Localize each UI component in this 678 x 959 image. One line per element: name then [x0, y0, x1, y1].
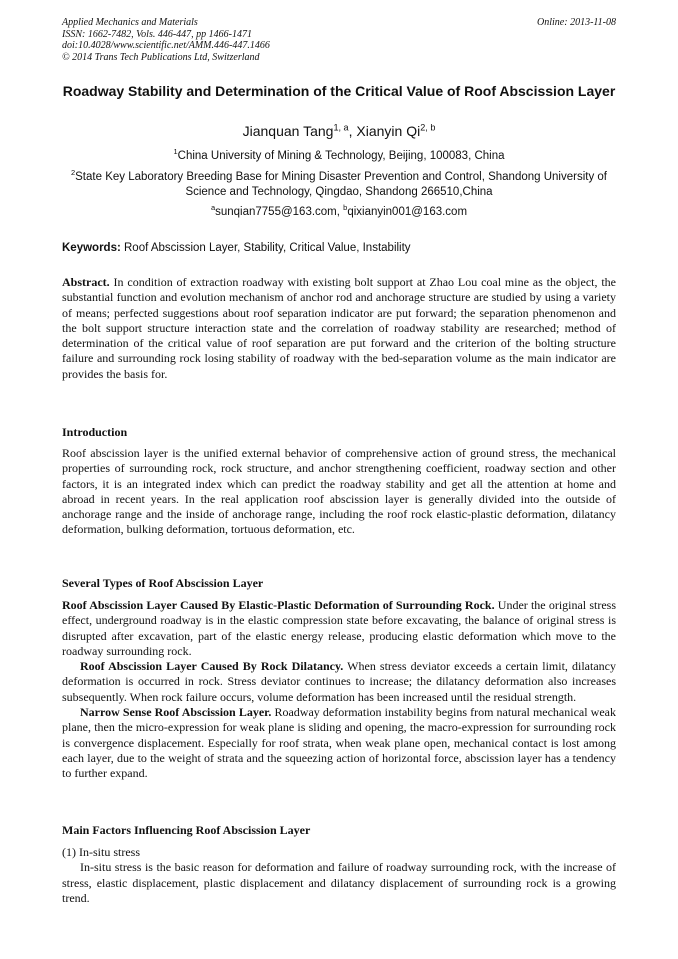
journal-name: Applied Mechanics and Materials [62, 17, 198, 28]
abstract-label: Abstract. [62, 275, 110, 289]
factors-item-1-text: In-situ stress is the basic reason for deformation and failure of roadway surrounding rock, with the increase of stress, elastic displacement, plastic displacement and dilatancy displacement of surrounding rock is a growing trend. [62, 860, 616, 905]
journal-header [62, 17, 616, 63]
introduction-heading: Introduction [62, 425, 128, 439]
email-a-sup: a [210, 203, 216, 213]
affiliation-2 [62, 170, 616, 200]
affiliation-1-sup: 1 [173, 147, 178, 157]
types-heading: Several Types of Roof Abscission Layer [62, 576, 264, 590]
types-p1-text: Under the original stress effect, underground roadway is in the elastic compression state before excavating, the balance of original stress is disrupted after excavation, part of the elastic energy release, producing elastic deformation which move to the roadway surrounding rock. [62, 598, 616, 658]
keywords-label: Keywords: [62, 242, 121, 254]
doi-line[interactable]: doi:10.4028/www.scientific.net/AMM.446-447.1466 [62, 40, 270, 51]
types-p2-text: When stress deviator exceeds a certain limit, dilatancy deformation is occurred in rock. Stress deviator continues to increase; the dilatancy deformation also increases subsequently. When rock failure occurs, volume deformation has been increased until the residual strength. [62, 659, 616, 704]
affiliation-1 [62, 149, 616, 164]
keywords-text: Roof Abscission Layer, Stability, Critical Value, Instability [120, 242, 411, 254]
factors-section [62, 845, 616, 906]
paper-title: Roadway Stability and Determination of the Critical Value of Roof Abscission Layer [62, 83, 616, 99]
copyright-line: © 2014 Trans Tech Publications Ltd, Switzerland [62, 51, 260, 63]
types-paragraph-3 [62, 705, 616, 781]
factors-heading: Main Factors Influencing Roof Abscission Layer [62, 823, 311, 837]
author-1-sup: 1, a [333, 122, 349, 133]
email-b-sup: b [343, 203, 348, 213]
types-p3-bold: Narrow Sense Roof Abscission Layer. [80, 705, 272, 720]
introduction-paragraph [62, 446, 616, 538]
affiliation-2-text: State Key Laboratory Breeding Base for Mining Disaster Prevention and Control, Shandong University of Science and Technology, Qingdao, Shandong 266510,China [75, 171, 607, 198]
author-separator: , [348, 123, 357, 139]
factors-item-1: (1) In-situ stress [62, 845, 140, 859]
introduction-text: Roof abscission layer is the unified external behavior of comprehensive action of ground stress, the mechanical properties of surrounding rock, rock structure, and anchor strengthening coefficient, roadway section and other factors, it is an integrated index which can predict the roadway stability and get all the attention at home and abroad in recent years. In the real application roof abscission layer is generally divided into the outside of anchorage range and the inside of anchorage range, including the roof rock elastic-plastic deformation, dilatancy deformation, bulking deformation, tortuous deformation, etc. [62, 446, 616, 537]
online-date: Online: 2013-11-08 [537, 17, 616, 28]
types-section [62, 598, 616, 782]
email-a[interactable]: sunqian7755@163.com, [215, 206, 344, 218]
abstract-text: In condition of extraction roadway with existing bolt support at Zhao Lou coal mine as the object, the substantial function and evolution mechanism of anchor rod and anchorage structure are studied by using a variety of means; perfected suggestions about roof separation indicator are put forward; the separation phenomenon and the bolt support structure interaction state and the correlation of roadway stability are researched; method of determination of the critical value of roof separation are put forward and the criterion of the bolting structure failure and surrounding rock losing stability of roadway with the bed-separation volume as the main indicator are provides the basis for. [62, 275, 616, 381]
keywords [62, 242, 616, 254]
affiliation-1-text: China University of Mining & Technology, Beijing, 100083, China [177, 150, 505, 162]
abstract [62, 275, 616, 382]
types-p3-text: Roadway deformation instability begins from natural mechanical weak plane, then the micro-expression for weak plane is sliding and opening, the macro-expression for surrounding rock is convergence displacement. Especially for roof strata, when weak plane open, mechanical contact is lost among each layer, due to the weight of strata and the squeezing action of horizontal force, abscission layer has a tendency to further expand. [62, 705, 616, 781]
affiliation-2-sup: 2 [70, 168, 76, 178]
types-paragraph-2 [62, 659, 616, 705]
issn-line: ISSN: 1662-7482, Vols. 446-447, pp 1466-1471 [62, 28, 252, 40]
types-paragraph-1 [62, 598, 616, 659]
types-p1-bold: Roof Abscission Layer Caused By Elastic-Plastic Deformation of Surrounding Rock. [62, 598, 495, 612]
author-1-name: Jianquan Tang [242, 123, 334, 139]
author-line [62, 123, 616, 139]
author-2-sup: 2, b [420, 122, 436, 133]
author-2-name: Xianyin Qi [356, 123, 421, 139]
email-b[interactable]: qixianyin001@163.com [347, 206, 468, 218]
email-line [62, 205, 616, 220]
types-p2-bold: Roof Abscission Layer Caused By Rock Dilatancy. [80, 659, 344, 674]
